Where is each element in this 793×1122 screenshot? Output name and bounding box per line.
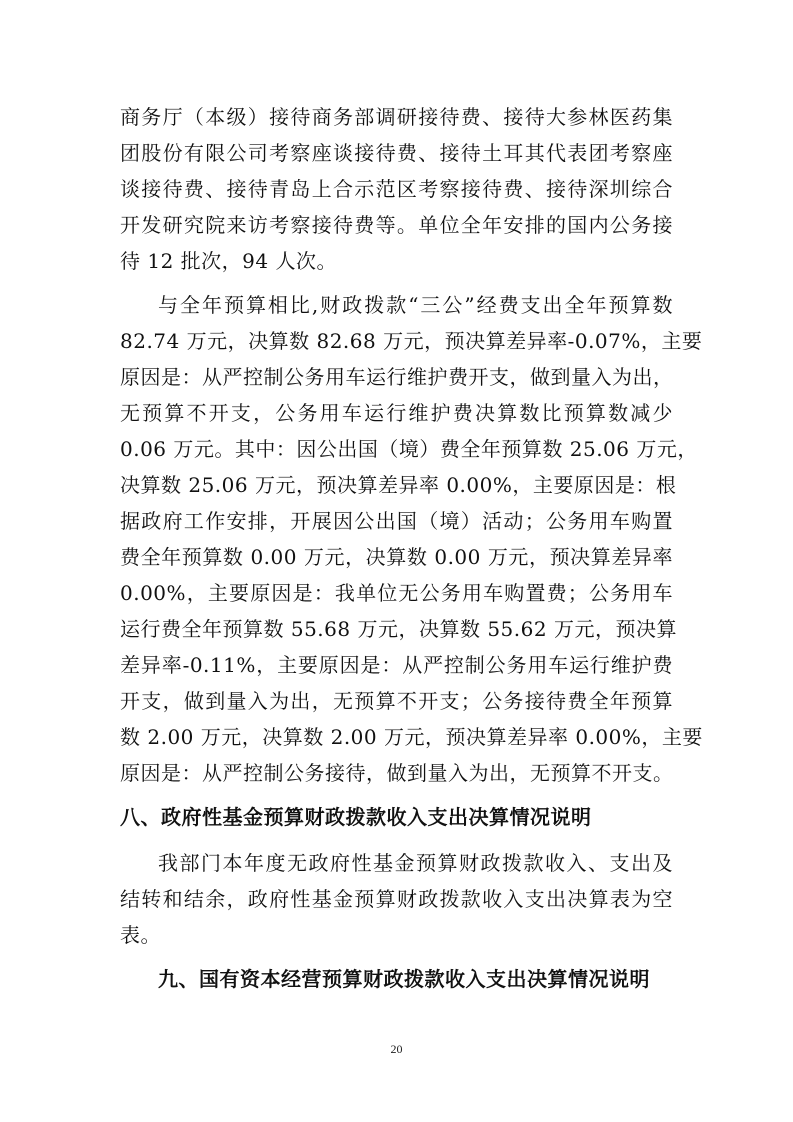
paragraph-line: 无预算不开支，公务用车运行维护费决算数比预算数减少 — [120, 401, 673, 425]
section-heading: 八、政府性基金预算财政拨款收入支出决算情况说明 — [120, 805, 592, 829]
paragraph-line: 商务厅（本级）接待商务部调研接待费、接待大参林医药集 — [120, 105, 673, 129]
paragraph-line: 谈接待费、接待青岛上合示范区考察接待费、接待深圳综合 — [120, 177, 673, 201]
page-number: 20 — [390, 1042, 403, 1056]
paragraph-line: 运行费全年预算数 55.68 万元，决算数 55.62 万元，预决算 — [120, 617, 677, 641]
paragraph-line: 据政府工作安排，开展因公出国（境）活动；公务用车购置 — [120, 509, 673, 533]
paragraph-line: 决算数 25.06 万元，预决算差异率 0.00%，主要原因是：根 — [120, 473, 677, 497]
paragraph-line: 费全年预算数 0.00 万元，决算数 0.00 万元，预决算差异率 — [120, 545, 673, 569]
paragraph-line: 与全年预算相比,财政拨款“三公”经费支出全年预算数 — [158, 293, 673, 317]
paragraph-line: 原因是：从严控制公务接待，做到量入为出，无预算不开支。 — [120, 761, 674, 785]
paragraph-line: 原因是：从严控制公务用车运行维护费开支，做到量入为出， — [120, 365, 674, 389]
paragraph-line: 0.06 万元。其中：因公出国（境）费全年预算数 25.06 万元， — [120, 437, 698, 461]
paragraph-line: 待 12 批次，94 人次。 — [120, 249, 337, 273]
section-heading: 九、国有资本经营预算财政拨款收入支出决算情况说明 — [158, 967, 650, 991]
paragraph-line: 团股份有限公司考察座谈接待费、接待土耳其代表团考察座 — [120, 141, 673, 165]
paragraph-line: 结转和结余，政府性基金预算财政拨款收入支出决算表为空 — [120, 887, 673, 911]
paragraph-line: 开支，做到量入为出，无预算不开支；公务接待费全年预算 — [120, 689, 673, 713]
paragraph-line: 0.00%，主要原因是：我单位无公务用车购置费；公务用车 — [120, 581, 673, 605]
paragraph-line: 我部门本年度无政府性基金预算财政拨款收入、支出及 — [158, 851, 673, 875]
paragraph-line: 82.74 万元，决算数 82.68 万元，预决算差异率-0.07%，主要 — [120, 329, 703, 353]
paragraph-line: 表。 — [120, 923, 161, 947]
paragraph-line: 数 2.00 万元，决算数 2.00 万元，预决算差异率 0.00%，主要 — [120, 725, 703, 749]
paragraph-line: 开发研究院来访考察接待费等。单位全年安排的国内公务接 — [120, 213, 673, 237]
paragraph-line: 差异率-0.11%，主要原因是：从严控制公务用车运行维护费 — [120, 653, 673, 677]
